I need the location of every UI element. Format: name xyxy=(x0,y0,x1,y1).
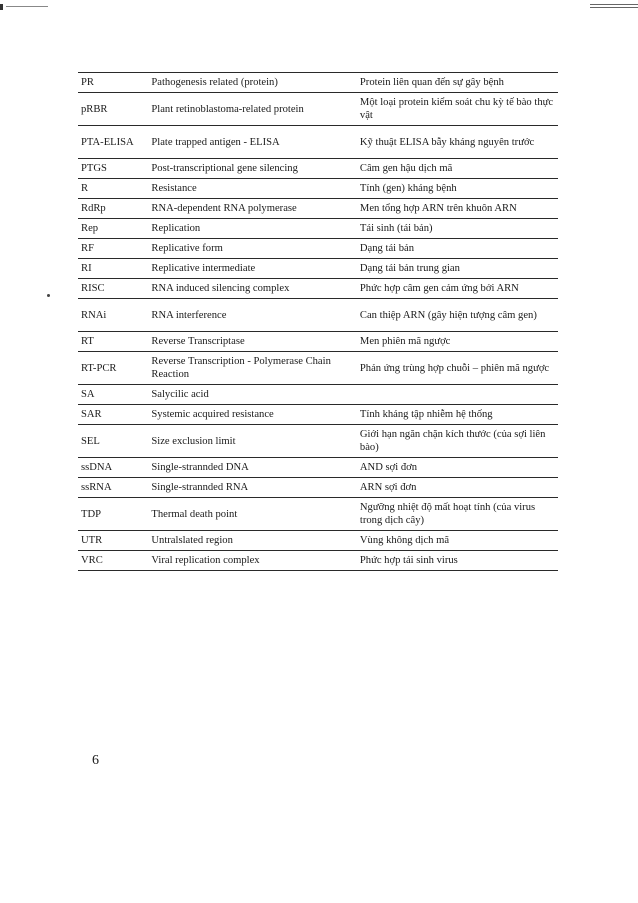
table-row xyxy=(78,332,558,352)
english-term-cell: Pathogenesis related (protein) xyxy=(148,73,357,93)
table-row xyxy=(78,385,558,405)
table-row xyxy=(78,498,558,531)
scan-dot xyxy=(0,4,3,10)
abbreviation-cell: TDP xyxy=(78,498,148,531)
english-term-cell: Replicative form xyxy=(148,239,357,259)
abbreviation-cell: ssDNA xyxy=(78,458,148,478)
english-term-cell: Reverse Transcriptase xyxy=(148,332,357,352)
vietnamese-term-cell: Phức hợp câm gen cảm ứng bởi ARN xyxy=(357,279,558,299)
abbreviation-cell: SA xyxy=(78,385,148,405)
table-row xyxy=(78,299,558,332)
vietnamese-term-cell: Tính kháng tập nhiễm hệ thống xyxy=(357,405,558,425)
table-row xyxy=(78,458,558,478)
vietnamese-term-cell: Phức hợp tái sinh virus xyxy=(357,551,558,571)
table-row xyxy=(78,73,558,93)
vietnamese-term-cell xyxy=(357,385,558,405)
scan-line xyxy=(590,7,638,8)
abbreviation-cell: RdRp xyxy=(78,199,148,219)
vietnamese-term-cell: Men phiên mã ngược xyxy=(357,332,558,352)
vietnamese-term-cell: Protein liên quan đến sự gây bệnh xyxy=(357,73,558,93)
english-term-cell: Salycilic acid xyxy=(148,385,357,405)
abbreviation-cell: PTGS xyxy=(78,159,148,179)
abbreviation-table xyxy=(78,72,558,571)
vietnamese-term-cell: Vùng không dịch mã xyxy=(357,531,558,551)
abbreviation-cell: RF xyxy=(78,239,148,259)
abbreviation-cell: Rep xyxy=(78,219,148,239)
abbreviation-cell: PTA-ELISA xyxy=(78,126,148,159)
table-row xyxy=(78,405,558,425)
table-row xyxy=(78,93,558,126)
english-term-cell: RNA interference xyxy=(148,299,357,332)
table-row xyxy=(78,352,558,385)
abbreviation-cell: SEL xyxy=(78,425,148,458)
english-term-cell: Size exclusion limit xyxy=(148,425,357,458)
abbreviation-table-body xyxy=(78,73,558,571)
vietnamese-term-cell: Men tổng hợp ARN trên khuôn ARN xyxy=(357,199,558,219)
abbreviation-cell: SAR xyxy=(78,405,148,425)
vietnamese-term-cell: Câm gen hậu dịch mã xyxy=(357,159,558,179)
vietnamese-term-cell: Dạng tái bản trung gian xyxy=(357,259,558,279)
abbreviation-cell: ssRNA xyxy=(78,478,148,498)
vietnamese-term-cell: Tính (gen) kháng bệnh xyxy=(357,179,558,199)
page-number: 6 xyxy=(92,753,99,768)
table-row xyxy=(78,179,558,199)
english-term-cell: Single-strannded DNA xyxy=(148,458,357,478)
english-term-cell: Reverse Transcription - Polymerase Chain Reaction xyxy=(148,352,357,385)
table-row xyxy=(78,239,558,259)
vietnamese-term-cell: Phản ứng trùng hợp chuỗi – phiên mã ngược xyxy=(357,352,558,385)
vietnamese-term-cell: Dạng tái bản xyxy=(357,239,558,259)
abbreviation-cell: R xyxy=(78,179,148,199)
abbreviation-cell: RT-PCR xyxy=(78,352,148,385)
abbreviation-cell: UTR xyxy=(78,531,148,551)
abbreviation-cell: RT xyxy=(78,332,148,352)
table-row xyxy=(78,126,558,159)
english-term-cell: Replication xyxy=(148,219,357,239)
vietnamese-term-cell: Can thiệp ARN (gây hiện tượng câm gen) xyxy=(357,299,558,332)
table-row xyxy=(78,159,558,179)
english-term-cell: Post-transcriptional gene silencing xyxy=(148,159,357,179)
vietnamese-term-cell: AND sợi đơn xyxy=(357,458,558,478)
table-row xyxy=(78,478,558,498)
english-term-cell: RNA-dependent RNA polymerase xyxy=(148,199,357,219)
abbreviation-cell: VRC xyxy=(78,551,148,571)
english-term-cell: Untralslated region xyxy=(148,531,357,551)
vietnamese-term-cell: Tái sinh (tái bản) xyxy=(357,219,558,239)
vietnamese-term-cell: Kỹ thuật ELISA bẫy kháng nguyên trước xyxy=(357,126,558,159)
vietnamese-term-cell: Giới hạn ngăn chặn kích thước (của sợi liên bào) xyxy=(357,425,558,458)
english-term-cell: Systemic acquired resistance xyxy=(148,405,357,425)
table-row xyxy=(78,531,558,551)
table-row xyxy=(78,425,558,458)
abbreviation-cell: RI xyxy=(78,259,148,279)
vietnamese-term-cell: Một loại protein kiểm soát chu kỳ tế bào thực vật xyxy=(357,93,558,126)
english-term-cell: Replicative intermediate xyxy=(148,259,357,279)
table-row xyxy=(78,199,558,219)
scan-edge-mark-left xyxy=(0,0,50,14)
scan-line xyxy=(6,6,48,7)
english-term-cell: Resistance xyxy=(148,179,357,199)
scan-edge-mark-right xyxy=(590,2,638,10)
table-row xyxy=(78,219,558,239)
english-term-cell: Single-strannded RNA xyxy=(148,478,357,498)
table-row xyxy=(78,279,558,299)
scan-speck xyxy=(47,294,50,297)
table-row xyxy=(78,259,558,279)
english-term-cell: RNA induced silencing complex xyxy=(148,279,357,299)
english-term-cell: Viral replication complex xyxy=(148,551,357,571)
vietnamese-term-cell: ARN sợi đơn xyxy=(357,478,558,498)
abbreviation-cell: PR xyxy=(78,73,148,93)
english-term-cell: Plate trapped antigen - ELISA xyxy=(148,126,357,159)
vietnamese-term-cell: Ngưỡng nhiệt độ mất hoạt tính (của virus trong dịch cây) xyxy=(357,498,558,531)
abbreviation-cell: RISC xyxy=(78,279,148,299)
abbreviation-cell: pRBR xyxy=(78,93,148,126)
table-row xyxy=(78,551,558,571)
abbreviation-cell: RNAi xyxy=(78,299,148,332)
english-term-cell: Thermal death point xyxy=(148,498,357,531)
scan-line xyxy=(590,4,638,5)
english-term-cell: Plant retinoblastoma-related protein xyxy=(148,93,357,126)
